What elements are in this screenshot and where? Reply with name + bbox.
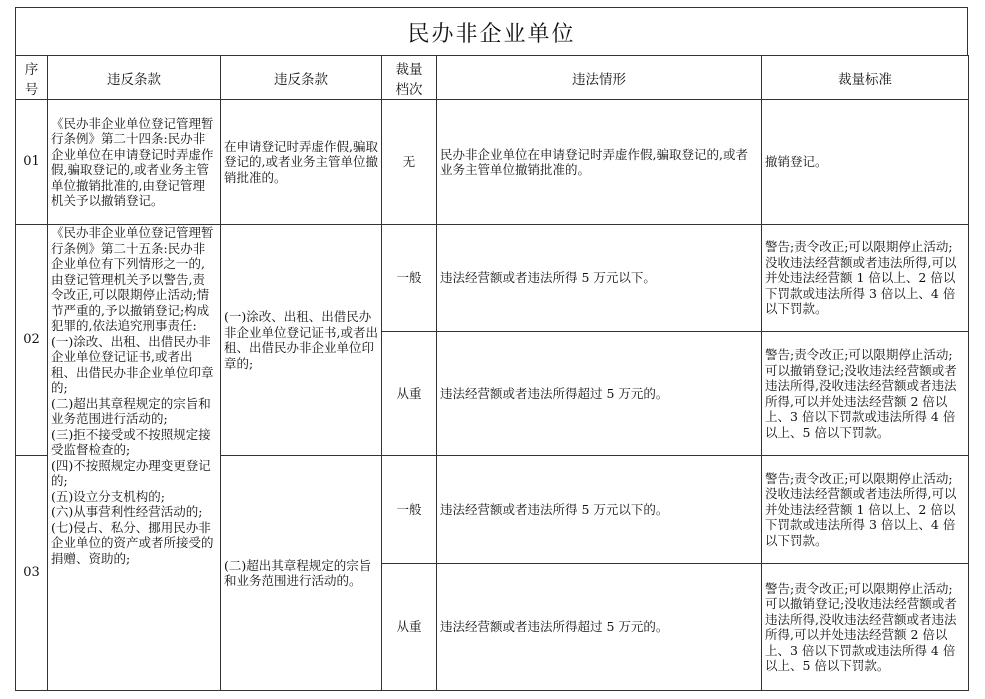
table-row xyxy=(16,225,969,332)
header-row xyxy=(16,56,969,100)
clause-detail-cell: 在申请登记时弄虚作假,骗取登记的,或者业务主管单位撤销批准的。 xyxy=(221,100,382,225)
header-seq: 序号 xyxy=(16,56,48,100)
header-situation: 违法情形 xyxy=(437,56,762,100)
situation-cell: 民办非企业单位在申请登记时弄虚作假,骗取登记的,或者业务主管单位撤销批准的。 xyxy=(437,100,762,225)
header-level: 裁量 档次 xyxy=(382,56,437,100)
header-clause-2: 违反条款 xyxy=(221,56,382,100)
situation-cell: 违法经营额或者违法所得 5 万元以下的。 xyxy=(437,456,762,564)
clause-detail-cell: (二)超出其章程规定的宗旨和业务范围进行活动的。 xyxy=(221,456,382,691)
situation-cell: 违法经营额或者违法所得超过 5 万元的。 xyxy=(437,564,762,691)
level-cell: 无 xyxy=(382,100,437,225)
row-seq: 01 xyxy=(16,100,48,225)
table-row xyxy=(16,100,969,225)
standard-cell: 警告;责令改正;可以限期停止活动;没收违法经营额或者违法所得,可以并处违法经营额 1 倍以上、2 倍以下罚款或违法所得 3 倍以上、4 倍以下罚款。 xyxy=(762,456,969,564)
level-cell: 从重 xyxy=(382,564,437,691)
shared-clause-cell: 《民办非企业单位登记管理暂行条例》第二十五条:民办非企业单位有下列情形之一的,由登记管理机关予以警告,责令改正,可以限期停止活动;情节严重的,予以撤销登记;构成犯罪的,依法追究刑事责任: (一)涂改、出租、出借民办非企业单位登记证书,或者出租、出借民办非企业单位印章的; (二)超出其章程规定的宗旨和业务范围进行活动的; (三)拒不接受或不按照规定接受监督检查的; (四)不按照规定办理变更登记的; (五)设立分支机构的; (六)从事营利性经营活动的; (七)侵占、私分、挪用民办非企业单位的资产或者所接受的捐赠、资助的; xyxy=(48,225,221,691)
row-seq: 03 xyxy=(16,456,48,691)
standard-cell: 撤销登记。 xyxy=(762,100,969,225)
document-frame xyxy=(15,7,968,692)
level-cell: 一般 xyxy=(382,456,437,564)
situation-cell: 违法经营额或者违法所得 5 万元以下。 xyxy=(437,225,762,332)
row-seq: 02 xyxy=(16,225,48,456)
clause-cell: 《民办非企业单位登记管理暂行条例》第二十四条:民办非企业单位在申请登记时弄虚作假,骗取登记的,或者业务主管单位撤销批准的,由登记管理机关予以撤销登记。 xyxy=(48,100,221,225)
clause-detail-cell: (一)涂改、出租、出借民办非企业单位登记证书,或者出租、出借民办非企业单位印章的; xyxy=(221,225,382,456)
situation-cell: 违法经营额或者违法所得超过 5 万元的。 xyxy=(437,332,762,456)
standard-cell: 警告;责令改正;可以限期停止活动;可以撤销登记;没收违法经营额或者违法所得,没收违法经营额或者违法所得,可以并处违法经营额 2 倍以上、3 倍以下罚款或违法所得 4 倍以上、5 倍以下罚款。 xyxy=(762,332,969,456)
level-cell: 从重 xyxy=(382,332,437,456)
page-title: 民办非企业单位 xyxy=(15,7,968,56)
level-cell: 一般 xyxy=(382,225,437,332)
standard-cell: 警告;责令改正;可以限期停止活动;可以撤销登记;没收违法经营额或者违法所得,没收违法经营额或者违法所得,可以并处违法经营额 2 倍以上、3 倍以下罚款或违法所得 4 倍以上、5 倍以下罚款。 xyxy=(762,564,969,691)
standard-cell: 警告;责令改正;可以限期停止活动;没收违法经营额或者违法所得,可以并处违法经营额 1 倍以上、2 倍以下罚款或违法所得 3 倍以上、4 倍以下罚款。 xyxy=(762,225,969,332)
penalty-table xyxy=(15,55,969,691)
header-clause: 违反条款 xyxy=(48,56,221,100)
header-standard: 裁量标准 xyxy=(762,56,969,100)
